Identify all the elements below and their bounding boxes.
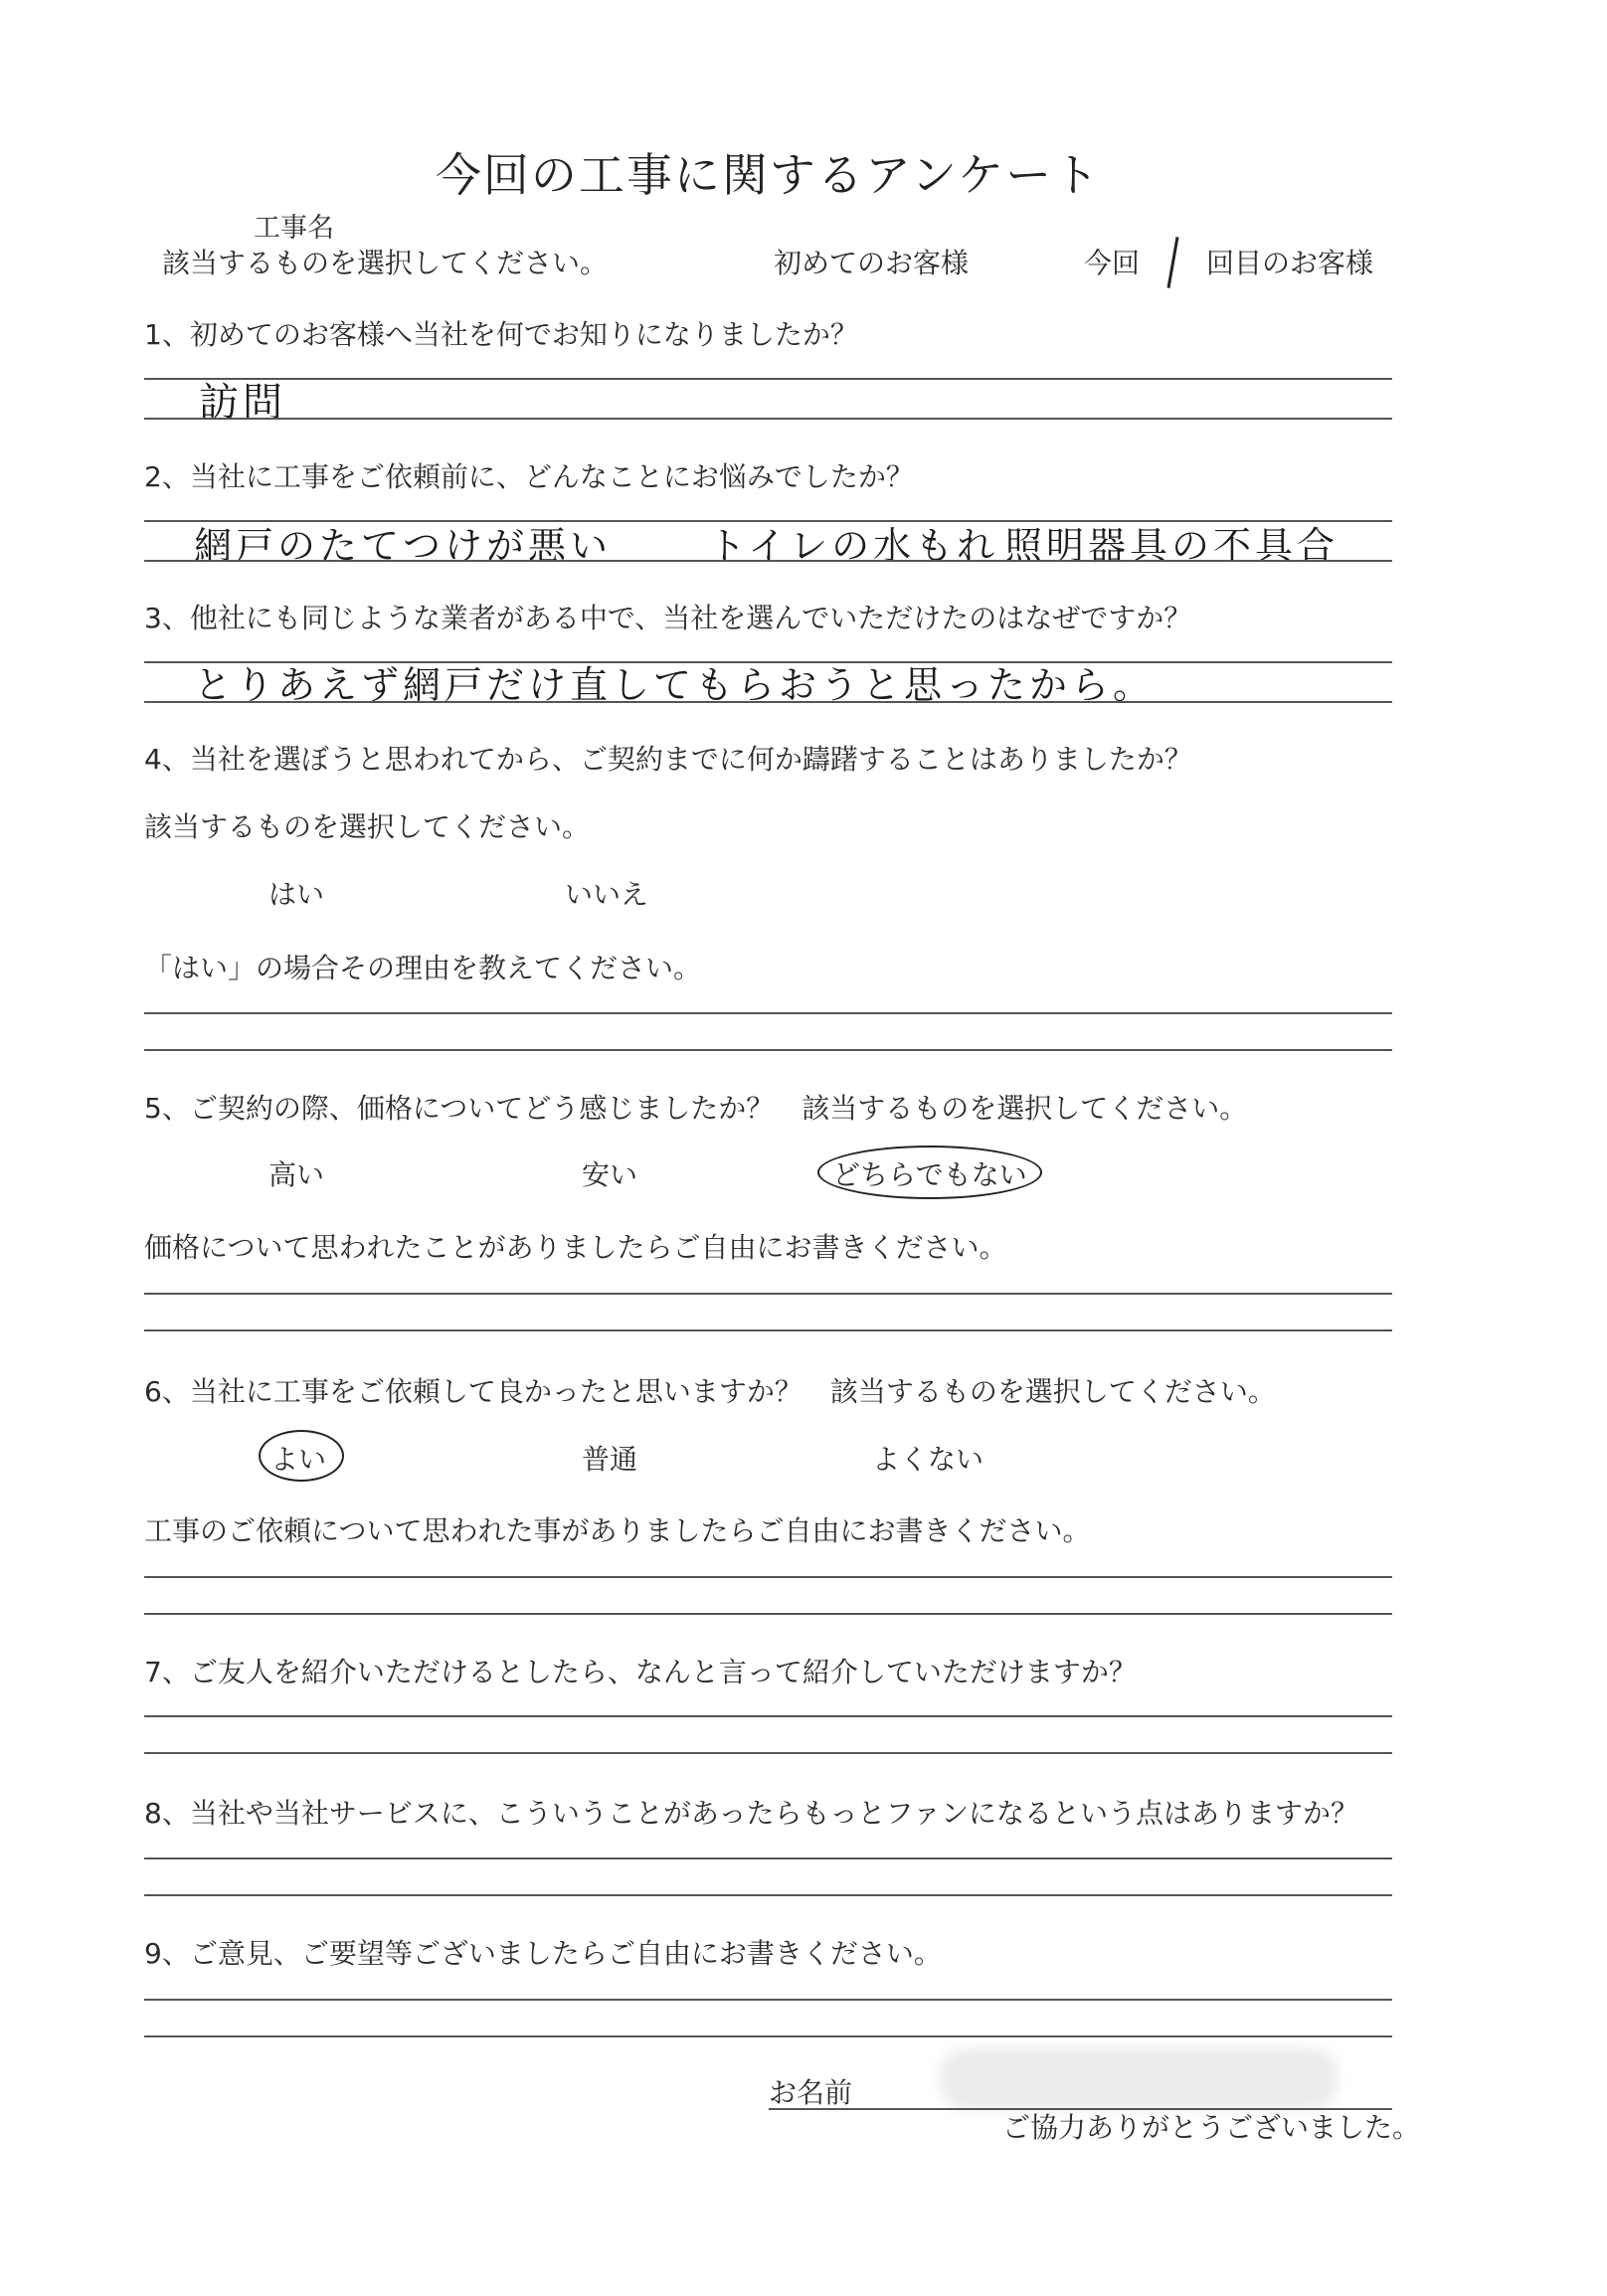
visit-count-slash-mark xyxy=(1167,237,1179,288)
redacted-name-area xyxy=(940,2048,1338,2110)
q6-option-normal: 普通 xyxy=(582,1443,638,1476)
question-5-comment-prompt: 価格について思われたことがありましたらご自由にお書きください。 xyxy=(144,1231,1007,1264)
answer-1-handwritten: 訪問 xyxy=(199,380,286,426)
question-6-comment-prompt: 工事のご依頼について思われた事がありましたらご自由にお書きください。 xyxy=(144,1514,1091,1547)
answer-line xyxy=(144,418,1392,420)
q5-option-cheap: 安い xyxy=(582,1158,638,1191)
question-6: 6、当社に工事をご依頼して良かったと思いますか？ 該当するものを選択してください。 xyxy=(144,1375,1276,1408)
q4-option-no: いいえ xyxy=(565,878,649,911)
answer-line xyxy=(144,2035,1392,2037)
answer-line xyxy=(144,378,1392,380)
answer-line xyxy=(144,661,1392,663)
question-7: 7、ご友人を紹介いただけるとしたら、なんと言って紹介していただけますか？ xyxy=(144,1656,1137,1688)
q6-option-good: よい xyxy=(270,1443,327,1476)
answer-line xyxy=(144,1613,1392,1615)
answer-line xyxy=(144,1329,1392,1331)
answer-line xyxy=(144,520,1392,522)
answer-line xyxy=(144,701,1392,703)
q6-option-bad: よくない xyxy=(872,1443,984,1476)
answer-2a-handwritten: 網戸のたてつけが悪い xyxy=(194,524,613,568)
answer-line xyxy=(144,1894,1392,1896)
question-4: 4、当社を選ぼうと思われてから、ご契約までに何か躊躇することはありましたか？ xyxy=(144,743,1192,776)
question-2: 2、当社に工事をご依頼前に、どんなことにお悩みでしたか？ xyxy=(144,460,914,493)
answer-line xyxy=(144,1999,1392,2001)
question-5: 5、ご契約の際、価格についてどう感じましたか？ 該当するものを選択してください。 xyxy=(144,1092,1248,1125)
q5-option-high: 高い xyxy=(268,1158,325,1191)
question-4-reason-prompt: 「はい」の場合その理由を教えてください。 xyxy=(144,952,702,984)
question-8: 8、当社や当社サービスに、こういうことがあったらもっとファンになるという点はありますか？ xyxy=(144,1797,1358,1830)
question-4-select-prompt: 該当するものを選択してください。 xyxy=(144,810,591,843)
answer-line xyxy=(144,1293,1392,1295)
answer-2c-handwritten: 照明器具の不具合 xyxy=(1004,524,1339,568)
answer-line xyxy=(144,1049,1392,1051)
question-3: 3、他社にも同じような業者がある中で、当社を選んでいただけたのはなぜですか？ xyxy=(144,602,1192,634)
answer-line xyxy=(144,560,1392,562)
answer-line xyxy=(144,1752,1392,1754)
header-select-prompt: 該当するものを選択してください。 xyxy=(162,247,609,279)
answer-line xyxy=(144,1012,1392,1014)
thanks-message: ご協力ありがとうございました。 xyxy=(1002,2111,1421,2144)
answer-line xyxy=(144,1857,1392,1859)
answer-3-handwritten: とりあえず網戸だけ直してもらおうと思ったから。 xyxy=(194,663,1156,707)
option-first-customer: 初めてのお客様 xyxy=(774,247,970,279)
answer-line xyxy=(144,1576,1392,1578)
answer-line xyxy=(144,1715,1392,1717)
name-label: お名前 xyxy=(769,2076,853,2109)
q4-option-yes: はい xyxy=(268,878,325,911)
page-title: 今回の工事に関するアンケート xyxy=(435,148,1102,202)
option-repeat-customer: 回目のお客様 xyxy=(1206,247,1374,279)
label-this-time: 今回 xyxy=(1084,247,1141,279)
question-1: 1、初めてのお客様へ当社を何でお知りになりましたか？ xyxy=(144,318,858,351)
project-name-label: 工事名 xyxy=(254,213,334,244)
answer-2b-handwritten: トイレの水もれ xyxy=(708,524,999,568)
question-9: 9、ご意見、ご要望等ございましたらご自由にお書きください。 xyxy=(144,1937,942,1970)
q5-option-neither: どちらでもない xyxy=(832,1158,1027,1191)
